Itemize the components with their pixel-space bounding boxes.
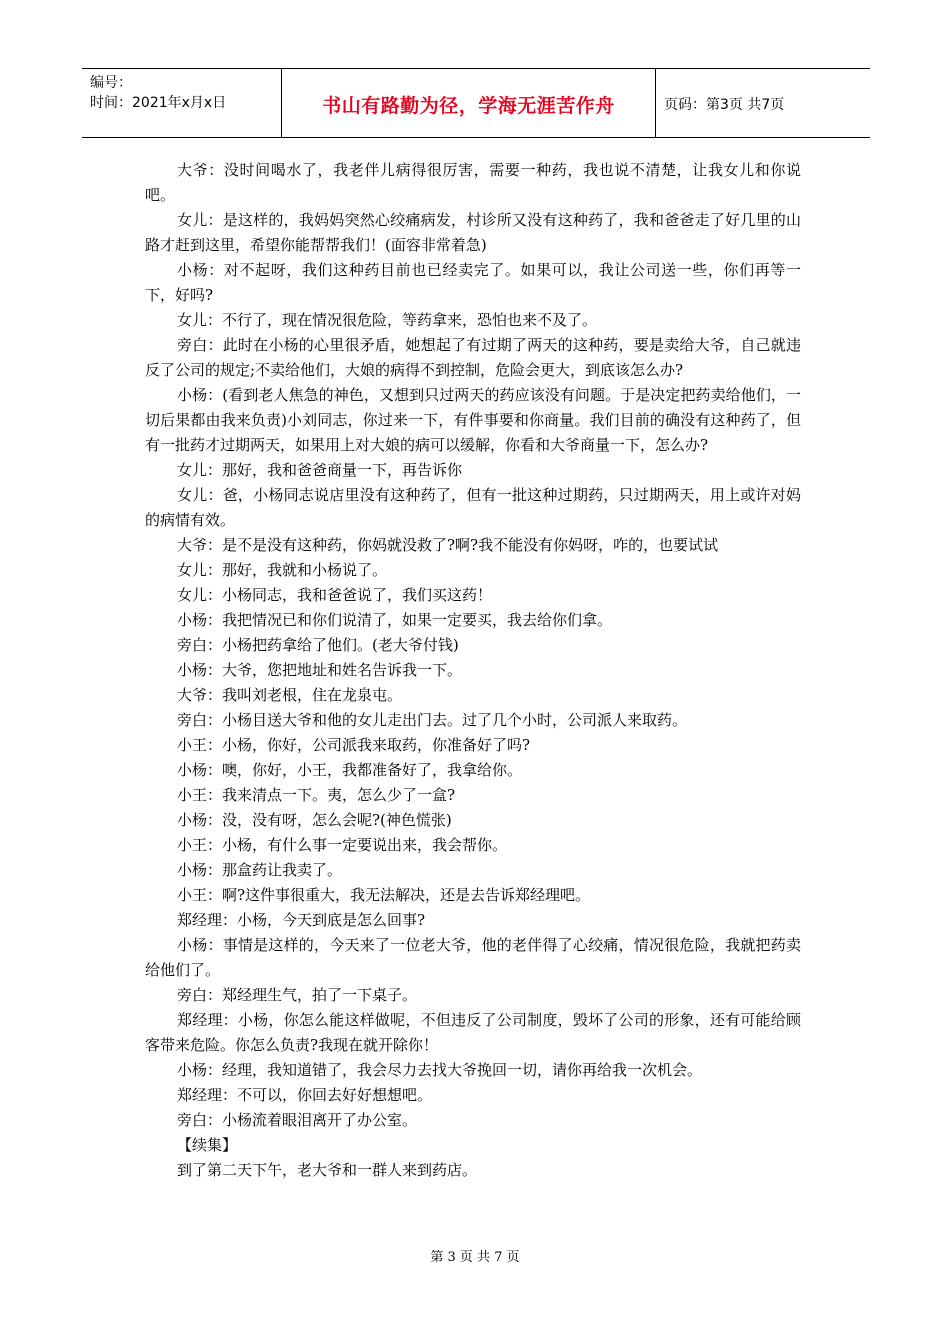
speaker-label: 女儿： (177, 311, 223, 329)
header-page-label: 页码：第3页 共7页 (664, 97, 785, 113)
speaker-label: 女儿： (177, 486, 223, 504)
motto-text: 书山有路勤为径，学海无涯苦作舟 (322, 95, 615, 117)
speaker-label: 女儿： (177, 561, 223, 579)
dialogue-line (145, 833, 801, 858)
dialogue-line (145, 733, 801, 758)
page-header (82, 68, 870, 138)
dialogue-line (145, 333, 801, 383)
dialogue-text: 那好，我和爸爸商量一下，再告诉你 (222, 461, 463, 479)
dialogue-text: 小杨，你怎么能这样做呢，不但违反了公司制度，毁坏了公司的形象，还有可能给顾客带来危险。你怎么负责?我现在就开除你！ (145, 1011, 801, 1054)
dialogue-text: 事情是这样的，今天来了一位老大爷，他的老伴得了心绞痛，情况很危险，我就把药卖给他们了。 (145, 936, 801, 979)
header-info-cell (82, 69, 282, 137)
dialogue-text: 经理，我知道错了，我会尽力去找大爷挽回一切，请你再给我一次机会。 (222, 1061, 703, 1079)
dialogue-line (145, 1108, 801, 1133)
dialogue-text: 那好，我就和小杨说了。 (222, 561, 388, 579)
speaker-label: 郑经理： (177, 1086, 238, 1104)
dialogue-text: (看到老人焦急的神色，又想到只过两天的药应该没有问题。于是决定把药卖给他们，一切后果都由我来负责)小刘同志，你过来一下，有件事要和你商量。我们目前的确没有这种药了，但有一批药才过期两天，如果用上对大娘的病可以缓解，你看和大爷商量一下，怎么办? (145, 386, 801, 454)
dialogue-line (145, 533, 801, 558)
dialogue-text: 到了第二天下午，老大爷和一群人来到药店。 (177, 1161, 478, 1179)
speaker-label: 郑经理： (177, 911, 238, 929)
speaker-label: 大爷： (177, 536, 223, 554)
speaker-label: 小杨： (177, 761, 223, 779)
speaker-label: 小杨： (177, 1061, 223, 1079)
header-motto-cell (282, 69, 656, 137)
dialogue-text: 不行了，现在情况很危险，等药拿来，恐怕也来不及了。 (222, 311, 598, 329)
speaker-label: 大爷： (177, 686, 223, 704)
speaker-label: 旁白： (177, 711, 223, 729)
speaker-label: 女儿： (177, 211, 223, 229)
speaker-label: 小杨： (177, 811, 223, 829)
page-footer: 第 3 页 共 7 页 (430, 1250, 520, 1265)
dialogue-text: 小杨，你好，公司派我来取药，你准备好了吗? (222, 736, 531, 754)
dialogue-text: 没，没有呀，怎么会呢?(神色慌张) (222, 811, 452, 829)
dialogue-line (145, 908, 801, 933)
dialogue-line (145, 633, 801, 658)
dialogue-line (145, 683, 801, 708)
dialogue-text: 小杨，有什么事一定要说出来，我会帮你。 (222, 836, 508, 854)
speaker-label: 小王： (177, 886, 223, 904)
dialogue-line (145, 608, 801, 633)
dialogue-line (145, 483, 801, 533)
dialogue-line (145, 1083, 801, 1108)
dialogue-line (145, 558, 801, 583)
dialogue-text: 我把情况已和你们说清了，如果一定要买，我去给你们拿。 (222, 611, 613, 629)
speaker-label: 旁白： (177, 336, 223, 354)
speaker-label: 女儿： (177, 461, 223, 479)
speaker-label: 旁白： (177, 1111, 223, 1129)
dialogue-line (145, 158, 801, 208)
speaker-label: 大爷： (177, 161, 224, 179)
speaker-label: 旁白： (177, 636, 223, 654)
dialogue-text: 大爷，您把地址和姓名告诉我一下。 (222, 661, 463, 679)
dialogue-text: 啊?这件事很重大，我无法解决，还是去告诉郑经理吧。 (222, 886, 591, 904)
dialogue-line (145, 808, 801, 833)
dialogue-line (145, 1008, 801, 1058)
dialogue-text: 【续集】 (177, 1136, 238, 1154)
serial-number-label: 编号： (90, 75, 132, 91)
dialogue-line (145, 783, 801, 808)
dialogue-text: 小杨目送大爷和他的女儿走出门去。过了几个小时，公司派人来取药。 (222, 711, 688, 729)
dialogue-text: 是这样的，我妈妈突然心绞痛病发，村诊所又没有这种药了，我和爸爸走了好几里的山路才赶到这里，希望你能帮帮我们！(面容非常着急) (145, 211, 801, 254)
dialogue-text: 不可以，你回去好好想想吧。 (237, 1086, 433, 1104)
dialogue-text: 我叫刘老根，住在龙泉屯。 (222, 686, 403, 704)
dialogue-text: 郑经理生气，拍了一下桌子。 (222, 986, 418, 1004)
dialogue-text: 小杨流着眼泪离开了办公室。 (222, 1111, 418, 1129)
speaker-label: 小王： (177, 836, 223, 854)
dialogue-line (145, 858, 801, 883)
dialogue-line (145, 758, 801, 783)
speaker-label: 女儿： (177, 586, 223, 604)
speaker-label: 小杨： (177, 261, 224, 279)
header-page-cell (656, 69, 870, 137)
dialogue-text: 那盒药让我卖了。 (222, 861, 343, 879)
dialogue-text: 小杨，今天到底是怎么回事? (237, 911, 426, 929)
dialogue-text: 没时间喝水了，我老伴儿病得很厉害，需要一种药，我也说不清楚，让我女儿和你说吧。 (145, 161, 801, 204)
speaker-label: 小杨： (177, 661, 223, 679)
dialogue-line (145, 933, 801, 983)
dialogue-line (145, 583, 801, 608)
speaker-label: 小杨： (177, 936, 223, 954)
dialogue-line (145, 1158, 801, 1183)
dialogue-text: 对不起呀，我们这种药目前也已经卖完了。如果可以，我让公司送一些，你们再等一下，好吗? (145, 261, 801, 304)
speaker-label: 小杨： (177, 611, 223, 629)
dialogue-text: 小杨同志，我和爸爸说了，我们买这药！ (222, 586, 493, 604)
speaker-label: 小杨： (177, 861, 223, 879)
script-body (145, 158, 801, 1183)
dialogue-text: 爸，小杨同志说店里没有这种药了，但有一批这种过期药，只过期两天，用上或许对妈的病情有效。 (145, 486, 801, 529)
speaker-label: 小杨： (177, 386, 223, 404)
dialogue-text: 噢，你好，小王，我都准备好了，我拿给你。 (222, 761, 523, 779)
speaker-label: 小王： (177, 736, 223, 754)
dialogue-line (145, 883, 801, 908)
dialogue-text: 我来清点一下。夷，怎么少了一盒? (222, 786, 456, 804)
dialogue-line (145, 258, 801, 308)
speaker-label: 郑经理： (177, 1011, 238, 1029)
dialogue-text: 是不是没有这种药，你妈就没救了?啊?我不能没有你妈呀，咋的，也要试试 (222, 536, 719, 554)
dialogue-text: 此时在小杨的心里很矛盾，她想起了有过期了两天的这种药，要是卖给大爷，自己就违反了公司的规定;不卖给他们，大娘的病得不到控制，危险会更大，到底该怎么办? (145, 336, 801, 379)
speaker-label: 旁白： (177, 986, 223, 1004)
dialogue-line (145, 1058, 801, 1083)
speaker-label: 小王： (177, 786, 223, 804)
dialogue-text: 小杨把药拿给了他们。(老大爷付钱) (222, 636, 459, 654)
dialogue-line (145, 983, 801, 1008)
dialogue-line (145, 208, 801, 258)
date-label: 时间：2021年x月x日 (90, 95, 227, 111)
dialogue-line (145, 1133, 801, 1158)
dialogue-line (145, 708, 801, 733)
dialogue-line (145, 383, 801, 458)
dialogue-line (145, 458, 801, 483)
dialogue-line (145, 658, 801, 683)
dialogue-line (145, 308, 801, 333)
